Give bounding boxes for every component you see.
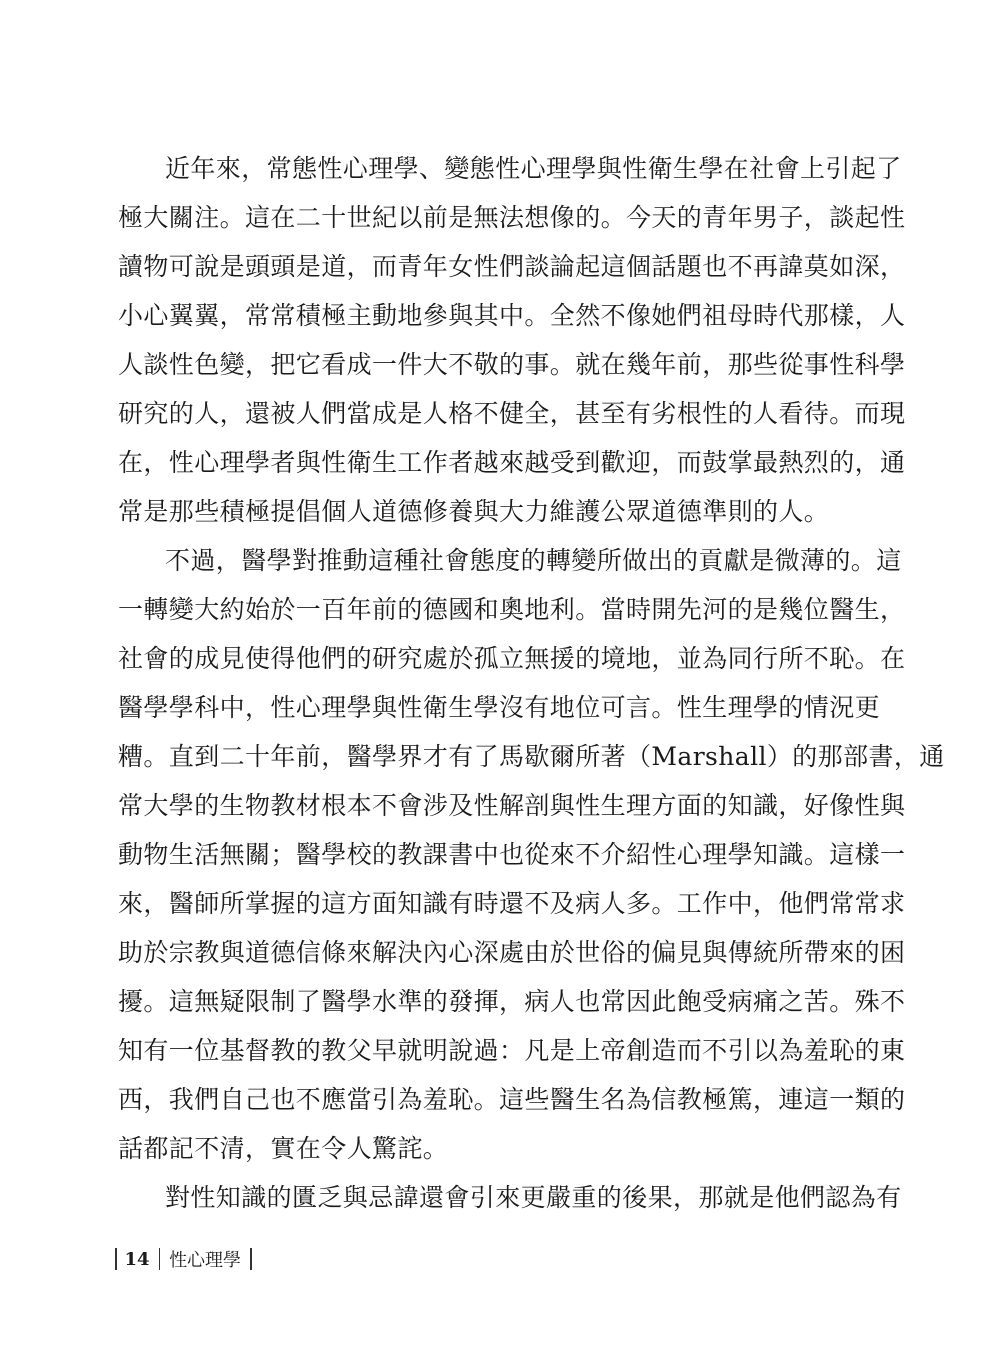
- paragraph-2-line-6: 常大學的生物教材根本不會涉及性解剖與性生理方面的知識，好像性與: [118, 791, 906, 820]
- paragraph-1-line-6: 研究的人，還被人們當成是人格不健全，甚至有劣根性的人看待。而現: [118, 399, 906, 428]
- paragraph-2-line-5: 糟。直到二十年前，醫學界才有了馬歇爾所著（Marshall）的那部書，通: [118, 742, 945, 771]
- paragraph-3-line-1: 對性知識的匱乏與忌諱還會引來更嚴重的後果，那就是他們認為有: [165, 1183, 902, 1212]
- paragraph-1-line-8: 常是那些積極提倡個人道德修養與大力維護公眾道德準則的人。: [118, 497, 830, 526]
- paragraph-2-line-8: 來，醫師所掌握的這方面知識有時還不及病人多。工作中，他們常常求: [118, 889, 906, 918]
- paragraph-2-line-9: 助於宗教與道德信條來解決內心深處由於世俗的偏見與傳統所帶來的困: [118, 938, 906, 967]
- paragraph-1-line-4: 小心翼翼，常常積極主動地參與其中。全然不像她們祖母時代那樣，人: [118, 301, 906, 330]
- paragraph-2-line-4: 醫學學科中，性心理學與性衛生學沒有地位可言。性生理學的情況更: [118, 693, 881, 722]
- paragraph-1-line-5: 人談性色變，把它看成一件大不敬的事。就在幾年前，那些從事性科學: [118, 350, 906, 379]
- paragraph-1-line-1: 近年來，常態性心理學、變態性心理學與性衛生學在社會上引起了: [165, 154, 902, 183]
- paragraph-1-line-7: 在，性心理學者與性衛生工作者越來越受到歡迎，而鼓掌最熱烈的，通: [118, 448, 906, 477]
- paragraph-2-line-10: 擾。這無疑限制了醫學水準的發揮，病人也常因此飽受病痛之苦。殊不: [118, 987, 906, 1016]
- page-number: 14: [124, 1248, 150, 1270]
- paragraph-2-line-2: 一轉變大約始於一百年前的德國和奧地利。當時開先河的是幾位醫生，: [118, 595, 906, 624]
- paragraph-1-line-3: 讀物可說是頭頭是道，而青年女性們談論起這個話題也不再諱莫如深，: [118, 252, 906, 281]
- paragraph-2-line-12: 西，我們自己也不應當引為羞恥。這些醫生名為信教極篤，連這一類的: [118, 1085, 906, 1114]
- paragraph-2-line-13: 話都記不清，實在令人驚詫。: [118, 1134, 449, 1163]
- page-footer: [115, 1245, 252, 1273]
- paragraph-2-line-1: 不過，醫學對推動這種社會態度的轉變所做出的貢獻是微薄的。這: [165, 546, 902, 575]
- paragraph-2-line-7: 動物生活無關；醫學校的教課書中也從來不介紹性心理學知識。這樣一: [118, 840, 906, 869]
- book-title: 性心理學: [169, 1250, 242, 1271]
- footer-divider-right: [250, 1248, 252, 1270]
- paragraph-1-line-2: 極大關注。這在二十世紀以前是無法想像的。今天的青年男子，談起性: [118, 203, 906, 232]
- paragraph-2-line-11: 知有一位基督教的教父早就明說過：凡是上帝創造而不引以為羞恥的東: [118, 1036, 906, 1065]
- paragraph-2-line-3: 社會的成見使得他們的研究處於孤立無援的境地，並為同行所不恥。在: [118, 644, 906, 673]
